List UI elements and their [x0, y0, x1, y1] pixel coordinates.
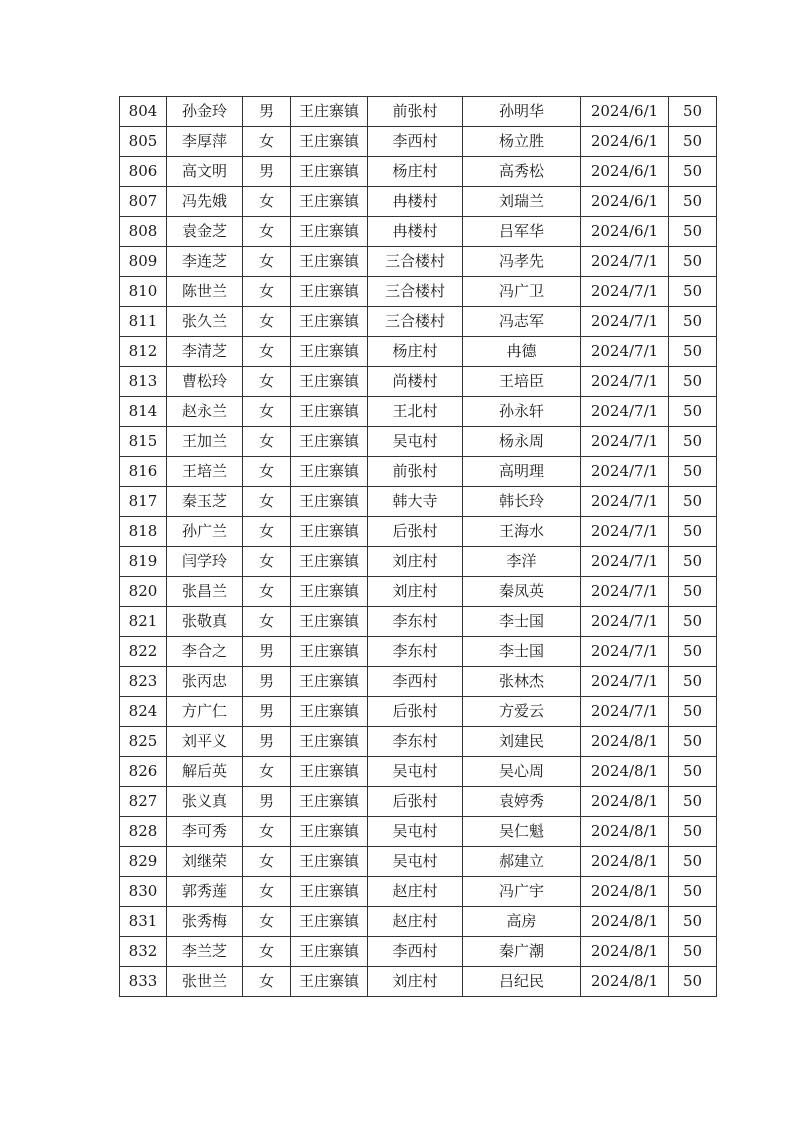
cell-number: 830: [120, 877, 167, 907]
cell-amount: 50: [669, 157, 717, 187]
cell-village: 后张村: [368, 697, 463, 727]
cell-sex: 男: [243, 667, 291, 697]
cell-village: 杨庄村: [368, 157, 463, 187]
cell-number: 808: [120, 217, 167, 247]
cell-name: 张世兰: [167, 967, 243, 997]
cell-village: 李西村: [368, 937, 463, 967]
cell-town: 王庄寨镇: [291, 667, 368, 697]
cell-village: 王北村: [368, 397, 463, 427]
cell-sex: 女: [243, 907, 291, 937]
cell-town: 王庄寨镇: [291, 157, 368, 187]
cell-sex: 女: [243, 877, 291, 907]
cell-amount: 50: [669, 877, 717, 907]
cell-town: 王庄寨镇: [291, 757, 368, 787]
cell-name: 王培兰: [167, 457, 243, 487]
cell-sex: 女: [243, 607, 291, 637]
cell-name: 解后英: [167, 757, 243, 787]
cell-date: 2024/7/1: [581, 517, 669, 547]
cell-amount: 50: [669, 487, 717, 517]
cell-name: 孙广兰: [167, 517, 243, 547]
cell-guardian: 郝建立: [463, 847, 581, 877]
cell-number: 818: [120, 517, 167, 547]
cell-village: 冉楼村: [368, 217, 463, 247]
cell-sex: 女: [243, 457, 291, 487]
cell-sex: 女: [243, 337, 291, 367]
cell-town: 王庄寨镇: [291, 457, 368, 487]
cell-amount: 50: [669, 517, 717, 547]
cell-amount: 50: [669, 457, 717, 487]
cell-guardian: 李士国: [463, 637, 581, 667]
cell-amount: 50: [669, 607, 717, 637]
cell-guardian: 高房: [463, 907, 581, 937]
cell-village: 吴屯村: [368, 817, 463, 847]
cell-guardian: 冉德: [463, 337, 581, 367]
cell-date: 2024/8/1: [581, 757, 669, 787]
cell-number: 805: [120, 127, 167, 157]
cell-amount: 50: [669, 727, 717, 757]
cell-guardian: 冯广宇: [463, 877, 581, 907]
cell-number: 821: [120, 607, 167, 637]
cell-sex: 女: [243, 247, 291, 277]
cell-sex: 女: [243, 487, 291, 517]
cell-sex: 男: [243, 787, 291, 817]
cell-village: 尚楼村: [368, 367, 463, 397]
cell-amount: 50: [669, 757, 717, 787]
cell-village: 李西村: [368, 667, 463, 697]
cell-date: 2024/8/1: [581, 937, 669, 967]
cell-guardian: 刘建民: [463, 727, 581, 757]
cell-name: 孙金玲: [167, 97, 243, 127]
cell-date: 2024/6/1: [581, 127, 669, 157]
cell-number: 819: [120, 547, 167, 577]
cell-name: 李连芝: [167, 247, 243, 277]
cell-guardian: 孙永轩: [463, 397, 581, 427]
cell-number: 815: [120, 427, 167, 457]
cell-town: 王庄寨镇: [291, 97, 368, 127]
cell-village: 吴屯村: [368, 427, 463, 457]
cell-town: 王庄寨镇: [291, 517, 368, 547]
table-row: [120, 697, 717, 727]
cell-sex: 女: [243, 307, 291, 337]
cell-town: 王庄寨镇: [291, 697, 368, 727]
cell-guardian: 吴心周: [463, 757, 581, 787]
cell-town: 王庄寨镇: [291, 247, 368, 277]
cell-town: 王庄寨镇: [291, 637, 368, 667]
cell-guardian: 刘瑞兰: [463, 187, 581, 217]
cell-sex: 女: [243, 367, 291, 397]
table-row: [120, 127, 717, 157]
cell-town: 王庄寨镇: [291, 607, 368, 637]
cell-village: 李东村: [368, 637, 463, 667]
cell-amount: 50: [669, 367, 717, 397]
cell-name: 陈世兰: [167, 277, 243, 307]
cell-name: 张昌兰: [167, 577, 243, 607]
table-row: [120, 97, 717, 127]
cell-town: 王庄寨镇: [291, 817, 368, 847]
cell-village: 赵庄村: [368, 877, 463, 907]
table-row: [120, 877, 717, 907]
cell-date: 2024/8/1: [581, 787, 669, 817]
cell-date: 2024/8/1: [581, 967, 669, 997]
cell-number: 829: [120, 847, 167, 877]
cell-guardian: 方爱云: [463, 697, 581, 727]
cell-date: 2024/7/1: [581, 697, 669, 727]
cell-date: 2024/6/1: [581, 157, 669, 187]
table-row: [120, 817, 717, 847]
cell-village: 后张村: [368, 787, 463, 817]
cell-date: 2024/7/1: [581, 607, 669, 637]
cell-date: 2024/7/1: [581, 487, 669, 517]
cell-amount: 50: [669, 127, 717, 157]
cell-number: 813: [120, 367, 167, 397]
cell-number: 822: [120, 637, 167, 667]
cell-date: 2024/7/1: [581, 277, 669, 307]
cell-guardian: 秦凤英: [463, 577, 581, 607]
cell-guardian: 冯志军: [463, 307, 581, 337]
cell-date: 2024/6/1: [581, 187, 669, 217]
table-row: [120, 607, 717, 637]
cell-name: 袁金芝: [167, 217, 243, 247]
cell-guardian: 秦广潮: [463, 937, 581, 967]
cell-number: 806: [120, 157, 167, 187]
cell-date: 2024/8/1: [581, 817, 669, 847]
cell-name: 王加兰: [167, 427, 243, 457]
cell-sex: 女: [243, 547, 291, 577]
table-row: [120, 727, 717, 757]
table-row: [120, 577, 717, 607]
cell-date: 2024/7/1: [581, 547, 669, 577]
cell-town: 王庄寨镇: [291, 487, 368, 517]
cell-name: 冯先娥: [167, 187, 243, 217]
cell-amount: 50: [669, 397, 717, 427]
cell-village: 后张村: [368, 517, 463, 547]
cell-number: 824: [120, 697, 167, 727]
cell-town: 王庄寨镇: [291, 907, 368, 937]
cell-sex: 男: [243, 97, 291, 127]
cell-number: 823: [120, 667, 167, 697]
table-row: [120, 667, 717, 697]
cell-guardian: 王培臣: [463, 367, 581, 397]
cell-number: 816: [120, 457, 167, 487]
cell-number: 817: [120, 487, 167, 517]
cell-name: 李厚萍: [167, 127, 243, 157]
cell-sex: 女: [243, 217, 291, 247]
cell-number: 810: [120, 277, 167, 307]
cell-name: 赵永兰: [167, 397, 243, 427]
cell-guardian: 杨永周: [463, 427, 581, 457]
cell-date: 2024/7/1: [581, 577, 669, 607]
table-row: [120, 367, 717, 397]
cell-date: 2024/8/1: [581, 877, 669, 907]
cell-village: 李东村: [368, 727, 463, 757]
cell-town: 王庄寨镇: [291, 787, 368, 817]
cell-amount: 50: [669, 937, 717, 967]
cell-amount: 50: [669, 307, 717, 337]
cell-number: 804: [120, 97, 167, 127]
cell-name: 方广仁: [167, 697, 243, 727]
cell-sex: 男: [243, 157, 291, 187]
cell-amount: 50: [669, 337, 717, 367]
cell-village: 刘庄村: [368, 577, 463, 607]
cell-town: 王庄寨镇: [291, 217, 368, 247]
cell-town: 王庄寨镇: [291, 277, 368, 307]
roster-table: [119, 96, 717, 997]
cell-sex: 女: [243, 397, 291, 427]
cell-guardian: 李洋: [463, 547, 581, 577]
cell-number: 807: [120, 187, 167, 217]
cell-guardian: 高秀松: [463, 157, 581, 187]
cell-number: 827: [120, 787, 167, 817]
cell-date: 2024/8/1: [581, 847, 669, 877]
cell-village: 刘庄村: [368, 967, 463, 997]
cell-sex: 女: [243, 577, 291, 607]
table-row: [120, 307, 717, 337]
cell-town: 王庄寨镇: [291, 427, 368, 457]
cell-amount: 50: [669, 817, 717, 847]
cell-name: 李兰芝: [167, 937, 243, 967]
cell-town: 王庄寨镇: [291, 937, 368, 967]
cell-village: 李西村: [368, 127, 463, 157]
cell-number: 826: [120, 757, 167, 787]
cell-amount: 50: [669, 577, 717, 607]
cell-town: 王庄寨镇: [291, 727, 368, 757]
cell-town: 王庄寨镇: [291, 967, 368, 997]
cell-date: 2024/7/1: [581, 307, 669, 337]
cell-village: 冉楼村: [368, 187, 463, 217]
cell-sex: 男: [243, 697, 291, 727]
cell-amount: 50: [669, 187, 717, 217]
cell-amount: 50: [669, 427, 717, 457]
cell-guardian: 袁婷秀: [463, 787, 581, 817]
cell-amount: 50: [669, 247, 717, 277]
table-row: [120, 247, 717, 277]
table-row: [120, 937, 717, 967]
cell-date: 2024/7/1: [581, 337, 669, 367]
roster-body: [120, 97, 717, 997]
cell-number: 831: [120, 907, 167, 937]
cell-name: 郭秀莲: [167, 877, 243, 907]
cell-amount: 50: [669, 787, 717, 817]
table-row: [120, 427, 717, 457]
cell-guardian: 吕军华: [463, 217, 581, 247]
cell-sex: 女: [243, 187, 291, 217]
cell-guardian: 韩长玲: [463, 487, 581, 517]
cell-town: 王庄寨镇: [291, 187, 368, 217]
cell-name: 张久兰: [167, 307, 243, 337]
cell-village: 三合楼村: [368, 247, 463, 277]
table-row: [120, 337, 717, 367]
cell-guardian: 吕纪民: [463, 967, 581, 997]
cell-name: 高文明: [167, 157, 243, 187]
cell-date: 2024/7/1: [581, 637, 669, 667]
cell-guardian: 冯孝先: [463, 247, 581, 277]
table-row: [120, 487, 717, 517]
cell-name: 闫学玲: [167, 547, 243, 577]
cell-amount: 50: [669, 97, 717, 127]
table-row: [120, 517, 717, 547]
cell-amount: 50: [669, 277, 717, 307]
cell-sex: 女: [243, 517, 291, 547]
cell-village: 前张村: [368, 457, 463, 487]
cell-number: 828: [120, 817, 167, 847]
cell-date: 2024/8/1: [581, 907, 669, 937]
cell-guardian: 张林杰: [463, 667, 581, 697]
cell-town: 王庄寨镇: [291, 307, 368, 337]
cell-sex: 女: [243, 277, 291, 307]
cell-guardian: 李士国: [463, 607, 581, 637]
cell-number: 833: [120, 967, 167, 997]
cell-name: 张丙忠: [167, 667, 243, 697]
cell-guardian: 高明理: [463, 457, 581, 487]
cell-date: 2024/6/1: [581, 217, 669, 247]
cell-village: 三合楼村: [368, 277, 463, 307]
table-row: [120, 457, 717, 487]
table-row: [120, 217, 717, 247]
cell-name: 李可秀: [167, 817, 243, 847]
cell-number: 814: [120, 397, 167, 427]
cell-amount: 50: [669, 907, 717, 937]
table-row: [120, 277, 717, 307]
cell-guardian: 冯广卫: [463, 277, 581, 307]
cell-date: 2024/7/1: [581, 667, 669, 697]
cell-town: 王庄寨镇: [291, 547, 368, 577]
cell-date: 2024/8/1: [581, 727, 669, 757]
cell-amount: 50: [669, 217, 717, 247]
cell-sex: 男: [243, 727, 291, 757]
cell-guardian: 吴仁魁: [463, 817, 581, 847]
table-row: [120, 787, 717, 817]
table-row: [120, 187, 717, 217]
cell-date: 2024/7/1: [581, 247, 669, 277]
cell-number: 832: [120, 937, 167, 967]
cell-sex: 女: [243, 127, 291, 157]
cell-amount: 50: [669, 847, 717, 877]
cell-sex: 女: [243, 937, 291, 967]
cell-guardian: 孙明华: [463, 97, 581, 127]
cell-number: 812: [120, 337, 167, 367]
cell-number: 825: [120, 727, 167, 757]
cell-sex: 男: [243, 637, 291, 667]
cell-village: 前张村: [368, 97, 463, 127]
table-row: [120, 637, 717, 667]
cell-name: 李清芝: [167, 337, 243, 367]
cell-sex: 女: [243, 967, 291, 997]
cell-town: 王庄寨镇: [291, 397, 368, 427]
cell-town: 王庄寨镇: [291, 877, 368, 907]
cell-number: 820: [120, 577, 167, 607]
table-row: [120, 157, 717, 187]
cell-guardian: 王海水: [463, 517, 581, 547]
cell-village: 吴屯村: [368, 847, 463, 877]
cell-date: 2024/7/1: [581, 457, 669, 487]
cell-name: 秦玉芝: [167, 487, 243, 517]
table-row: [120, 847, 717, 877]
cell-date: 2024/7/1: [581, 397, 669, 427]
cell-date: 2024/7/1: [581, 427, 669, 457]
table-row: [120, 397, 717, 427]
cell-name: 张秀梅: [167, 907, 243, 937]
cell-name: 曹松玲: [167, 367, 243, 397]
cell-sex: 女: [243, 847, 291, 877]
cell-village: 吴屯村: [368, 757, 463, 787]
table-row: [120, 907, 717, 937]
cell-name: 李合之: [167, 637, 243, 667]
cell-village: 刘庄村: [368, 547, 463, 577]
cell-sex: 女: [243, 427, 291, 457]
cell-town: 王庄寨镇: [291, 577, 368, 607]
cell-number: 811: [120, 307, 167, 337]
cell-amount: 50: [669, 547, 717, 577]
table-row: [120, 757, 717, 787]
cell-name: 刘平义: [167, 727, 243, 757]
cell-village: 赵庄村: [368, 907, 463, 937]
table-row: [120, 967, 717, 997]
cell-sex: 女: [243, 817, 291, 847]
cell-guardian: 杨立胜: [463, 127, 581, 157]
cell-town: 王庄寨镇: [291, 337, 368, 367]
cell-town: 王庄寨镇: [291, 847, 368, 877]
cell-name: 张义真: [167, 787, 243, 817]
cell-amount: 50: [669, 697, 717, 727]
cell-date: 2024/7/1: [581, 367, 669, 397]
cell-town: 王庄寨镇: [291, 127, 368, 157]
cell-name: 刘继荣: [167, 847, 243, 877]
cell-amount: 50: [669, 967, 717, 997]
cell-village: 三合楼村: [368, 307, 463, 337]
cell-number: 809: [120, 247, 167, 277]
cell-date: 2024/6/1: [581, 97, 669, 127]
cell-amount: 50: [669, 637, 717, 667]
cell-town: 王庄寨镇: [291, 367, 368, 397]
cell-name: 张敬真: [167, 607, 243, 637]
table-row: [120, 547, 717, 577]
cell-village: 杨庄村: [368, 337, 463, 367]
cell-village: 韩大寺: [368, 487, 463, 517]
cell-sex: 女: [243, 757, 291, 787]
cell-village: 李东村: [368, 607, 463, 637]
cell-amount: 50: [669, 667, 717, 697]
